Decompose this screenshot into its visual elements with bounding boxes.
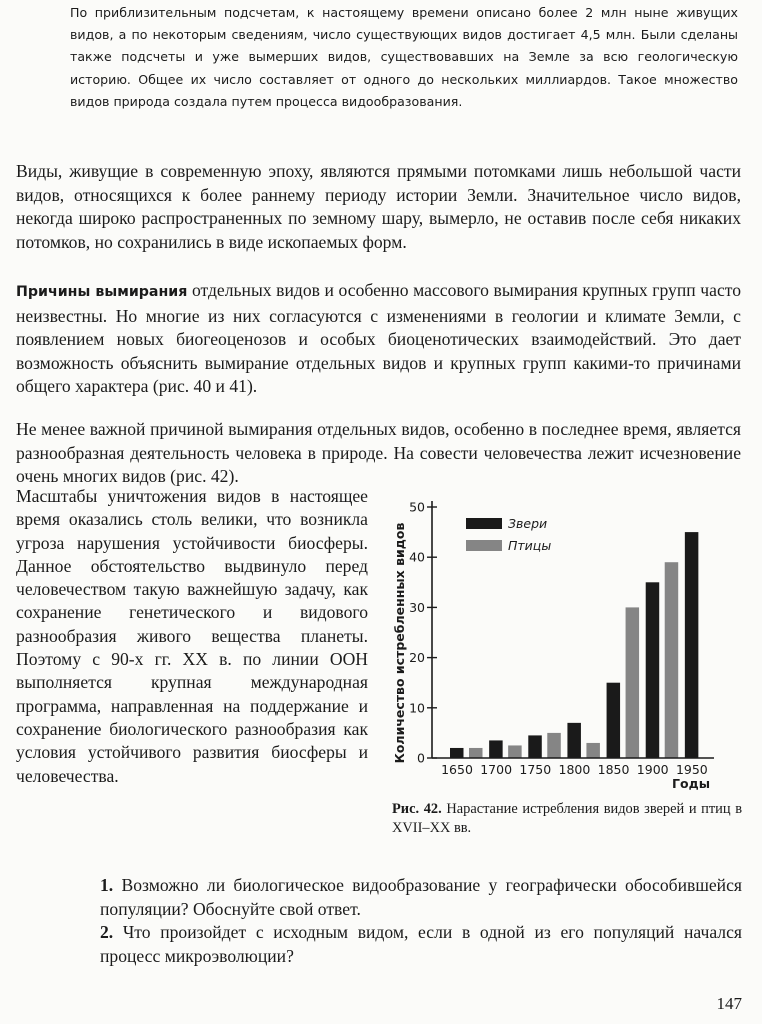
- bar-birds-1700: [508, 745, 521, 758]
- question-1: [100, 874, 742, 921]
- y-tick-label-10: 10: [409, 700, 425, 716]
- x-tick-label-1650: 1650: [441, 762, 473, 777]
- bar-birds-1650: [469, 748, 483, 758]
- bar-beasts-1750: [528, 735, 542, 758]
- bar-birds-1900: [665, 562, 679, 758]
- x-tick-label-1700: 1700: [480, 762, 513, 777]
- question-2-number: 2.: [100, 922, 114, 942]
- chart-y-ticks: [409, 500, 437, 766]
- page-number: 147: [716, 994, 742, 1013]
- chart-x-ticks: [441, 762, 708, 777]
- y-tick-label-20: 20: [409, 650, 425, 666]
- bar-birds-1750: [547, 733, 561, 758]
- figure-caption: [392, 800, 742, 838]
- review-questions: [100, 874, 742, 968]
- x-tick-label-1800: 1800: [558, 762, 591, 777]
- bar-beasts-1700: [489, 740, 503, 758]
- question-1-text: Возможно ли биологическое видообразование у географически обособившейся популяции? Обоснуйте свой ответ.: [100, 875, 742, 919]
- bar-beasts-1800: [567, 723, 581, 758]
- bar-beasts-1650: [450, 748, 464, 758]
- y-tick-label-0: 0: [417, 750, 425, 766]
- paragraph-extinction-causes: [16, 279, 741, 399]
- y-tick-label-30: 30: [409, 599, 425, 615]
- legend-label-beasts: Звери: [508, 516, 548, 531]
- extinction-bar-chart: [380, 488, 740, 798]
- x-tick-label-1850: 1850: [597, 762, 630, 777]
- bar-birds-1850: [626, 607, 640, 758]
- chart-bars: [450, 532, 698, 758]
- chart-x-axis-label: Годы: [672, 776, 710, 791]
- y-tick-label-40: 40: [409, 549, 425, 565]
- x-tick-label-1750: 1750: [519, 762, 552, 777]
- x-tick-label-1900: 1900: [636, 762, 669, 777]
- intro-paragraph: По приблизительным подсчетам, к настоящему времени описано более 2 млн ныне живущих видов, а по некоторым сведениям, число существующих видов достигает 4,5 млн. Были сделаны также подсчеты и уже вымерших видов, существовавших на Земле за всю геологическую историю. Общее их число составляет от одного до нескольких миллиардов. Такое множество видов природа создала путем процесса видообразования.: [70, 5, 738, 109]
- y-tick-label-50: 50: [409, 499, 425, 515]
- paragraph-extinction-causes-text: отдельных видов и особенно массового вымирания крупных групп часто неизвестны. Но многие из них согласуются с изменениями в геологии и климате Земли, с появлением новых биогеоценозов и особых биоценотических взаимодействий. Это дает возможность объяснить вымирание отдельных видов и крупных групп какими-то причинами общего характера (рис. 40 и 41).: [16, 280, 742, 396]
- bar-beasts-1950: [685, 532, 699, 758]
- bar-beasts-1900: [646, 582, 660, 758]
- paragraph-descendants: Виды, живущие в современную эпоху, являются прямыми потомками лишь небольшой части видов, относящихся к более раннему периоду истории Земли. Значительное число видов, некогда широко распространенных по земному шару, вымерло, не оставив после себя никаких потомков, но сохранились в виде ископаемых форм.: [16, 161, 741, 252]
- chart-legend: [466, 516, 551, 553]
- bar-beasts-1850: [607, 683, 621, 758]
- x-tick-label-1950: 1950: [675, 762, 708, 777]
- figure-label: Рис. 42.: [392, 801, 442, 817]
- paragraph-biodiversity-program: Масштабы уничтожения видов в настоящее время оказались столь велики, что возникла угроза нарушения устойчивости биосферы. Данное обстоятельство выдвинуло перед человечеством такую важнейшую задачу, как сохранение генетического и видового разнообразия живого вещества планеты. Поэтому с 90-х гг. XX в. по линии ООН выполняется крупная международная программа, направленная на поддержание и сохранение биологического разнообразия как условия устойчивого развития биосферы и человечества.: [16, 486, 368, 786]
- bar-birds-1800: [586, 743, 600, 758]
- legend-swatch-birds: [466, 540, 502, 551]
- question-2-text: Что произойдет с исходным видом, если в одной из его популяций начался процесс микроэволюции?: [100, 922, 742, 966]
- figure-caption-text: Нарастание истребления видов зверей и птиц в XVII–XX вв.: [392, 801, 743, 836]
- question-2: [100, 921, 742, 968]
- chart-y-axis-label: Количество истребленных видов: [392, 522, 407, 764]
- question-1-number: 1.: [100, 875, 114, 895]
- legend-label-birds: Птицы: [508, 538, 552, 553]
- bold-term-extinction-causes: Причины вымирания: [16, 284, 188, 300]
- paragraph-human-activity: Не менее важной причиной вымирания отдельных видов, особенно в последнее время, является разнообразная деятельность человека в природе. На совести человечества лежит исчезновение очень многих видов (рис. 42).: [16, 419, 741, 486]
- legend-swatch-beasts: [466, 518, 502, 529]
